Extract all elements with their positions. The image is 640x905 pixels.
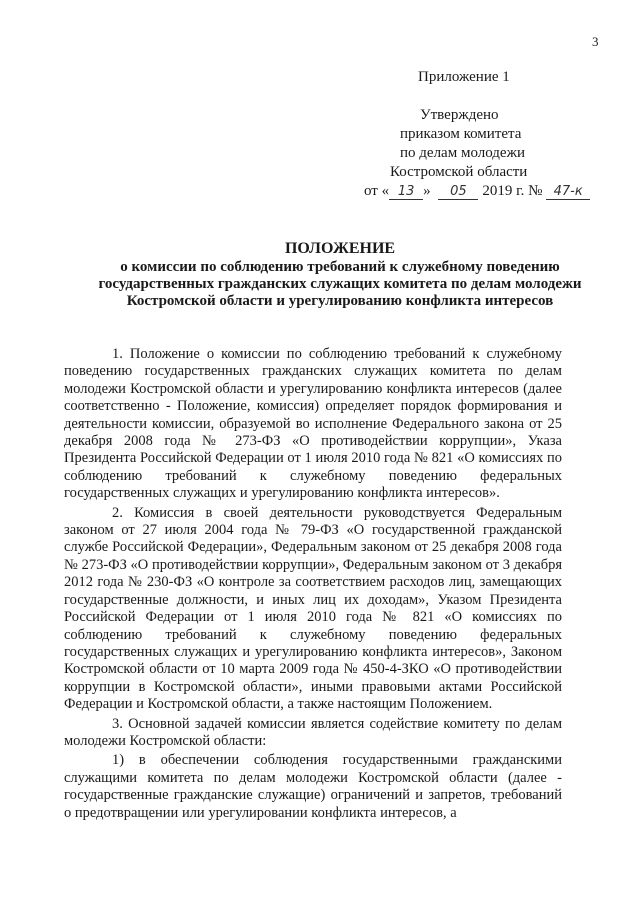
paragraph-3: 3. Основной задачей комиссии является содействие комитету по делам молодежи Костромской области: xyxy=(64,715,562,749)
approval-line-committee: по делам молодежи xyxy=(400,145,525,161)
title-subtitle: о комиссии по соблюдению требований к служебному поведению государственных гражданских служащих комитета по делам молодежи Костромской области и урегулированию конфликта интересов xyxy=(98,259,582,309)
approval-block xyxy=(360,68,590,201)
date-day-suffix: » xyxy=(423,183,431,199)
document-title xyxy=(70,240,610,310)
date-prefix: от « xyxy=(364,183,390,199)
appendix-label: Приложение 1 xyxy=(418,69,510,85)
paragraph-1: 1. Положение о комиссии по соблюдению требований к служебному поведению государственных гражданских служащих комитета по делам молодежи Костромской области и урегулированию конфликта интересов (далее соответственно - Положение, комиссия) определяет порядок формирования и деятельности комиссии, образуемой во исполнение Федерального закона от 25 декабря 2008 года № 273-ФЗ «О противодействии коррупции», Указа Президента Российской Федерации от 1 июля 2010 года № 821 «О комиссиях по соблюдению требований к служебному поведению федеральных государственных служащих и урегулированию конфликта интересов». xyxy=(64,346,562,502)
handwritten-month: 05 xyxy=(438,185,478,200)
approval-line-region: Костромской области xyxy=(390,164,528,180)
approved-label: Утверждено xyxy=(420,107,499,123)
page-number: 3 xyxy=(592,34,599,49)
handwritten-day: 13 xyxy=(389,185,423,200)
paragraph-3-item-1: 1) в обеспечении соблюдения государственными гражданскими служащими комитета по делам молодежи Костромской области (далее - государственные гражданские служащие) ограничений и запретов, требований о предотвращении или урегулировании конфликта интересов, а xyxy=(64,752,562,821)
approval-line-order: приказом комитета xyxy=(400,126,522,142)
title-heading: ПОЛОЖЕНИЕ xyxy=(284,240,396,257)
document-body xyxy=(64,346,562,822)
handwritten-order-number: 47-к xyxy=(546,185,590,200)
approval-date-line xyxy=(364,182,590,201)
date-year: 2019 г. № xyxy=(482,183,543,199)
paragraph-2: 2. Комиссия в своей деятельности руководствуется Федеральным законом от 27 июля 2004 года № 79-ФЗ «О государственной гражданской службе Российской Федерации», Федеральным законом от 25 декабря 2008 года № 273-ФЗ «О противодействии коррупции», Федеральным законом от 3 декабря 2012 года № 230-ФЗ «О контроле за соответствием расходов лиц, замещающих государственные должности, и иных лиц их доходам», Указом Президента Российской Федерации от 1 июля 2010 года № 821 «О комиссиях по соблюдению требований к служебному поведению федеральных государственных служащих и урегулированию конфликта интересов», Законом Костромской области от 10 марта 2009 года № 450-4-ЗКО «О противодействии коррупции в Костромской области», иными правовыми актами Российской Федерации и Костромской области, а также настоящим Положением. xyxy=(64,504,562,713)
